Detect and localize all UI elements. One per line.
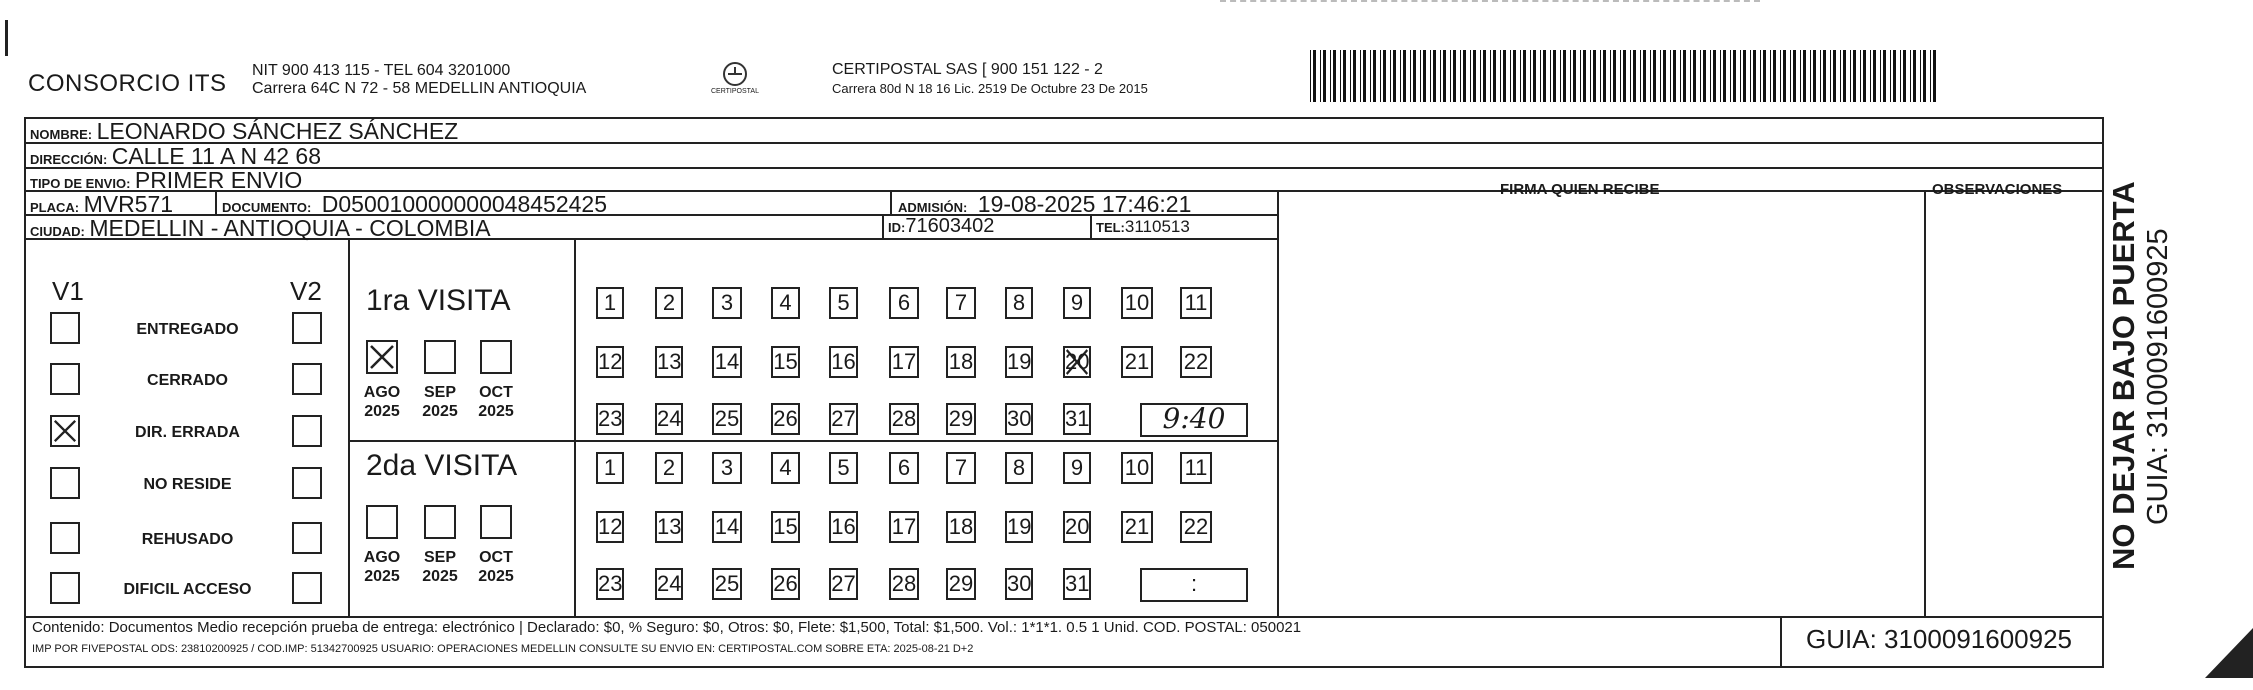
- footer-content: Contenido: Documentos Medio recepción prueba de entrega: electrónico | Declarado: $0, % Seguro: $0, Otros: $0, Flete: $1,500, Total: $1,500. Vol.: 1*1*1. 0.5 1 Unid. COD. POSTAL: 050021: [32, 619, 1302, 636]
- day-box[interactable]: 30: [1005, 403, 1033, 435]
- month-checkbox[interactable]: [366, 340, 398, 374]
- side-guia: GUIA: 3100091600925: [2142, 228, 2174, 525]
- tel-value: 3110513: [1124, 217, 1190, 236]
- day-box[interactable]: 17: [889, 346, 919, 378]
- day-box[interactable]: 29: [946, 403, 976, 435]
- admision-value: 19-08-2025 17:46:21: [977, 191, 1192, 217]
- day-box[interactable]: 16: [829, 511, 858, 543]
- day-box[interactable]: 22: [1180, 346, 1212, 378]
- status-label: CERRADO: [147, 372, 228, 389]
- month-checkbox[interactable]: [366, 505, 398, 539]
- month-label: [470, 383, 522, 421]
- month-name: OCT: [479, 384, 513, 401]
- day-box[interactable]: 24: [655, 403, 683, 435]
- month-year: 2025: [364, 403, 400, 420]
- day-box[interactable]: 23: [596, 403, 624, 435]
- status-label: NO RESIDE: [143, 476, 232, 493]
- footer-guia: GUIA: 3100091600925: [1806, 624, 2072, 654]
- ciudad-label: CIUDAD:: [30, 224, 85, 239]
- logo-text: CERTIPOSTAL: [711, 88, 759, 95]
- day-box[interactable]: 11: [1180, 287, 1212, 319]
- status-label: DIFICIL ACCESO: [123, 581, 252, 598]
- month-label: [414, 383, 466, 421]
- day-box[interactable]: 14: [712, 346, 742, 378]
- month-checkbox[interactable]: [424, 340, 456, 374]
- month-name: SEP: [423, 549, 456, 566]
- day-box[interactable]: 12: [596, 511, 624, 543]
- month-year: 2025: [422, 403, 458, 420]
- tipo-label: TIPO DE ENVIO:: [30, 176, 131, 191]
- placa-value: MVR571: [83, 191, 174, 217]
- day-box[interactable]: 20: [1063, 511, 1091, 543]
- admision-cell: [898, 191, 1191, 218]
- nombre-label: NOMBRE:: [30, 127, 93, 142]
- time-box[interactable]: [1140, 568, 1248, 602]
- day-box[interactable]: 21: [1121, 511, 1153, 543]
- day-box[interactable]: 28: [889, 403, 919, 435]
- company-nit: NIT 900 413 115 - TEL 604 3201000: [252, 62, 511, 79]
- day-box[interactable]: 6: [889, 452, 919, 484]
- company-address: Carrera 64C N 72 - 58 MEDELLIN ANTIOQUIA: [252, 80, 587, 97]
- day-box[interactable]: 7: [946, 452, 976, 484]
- month-year: 2025: [364, 568, 400, 585]
- day-box[interactable]: 7: [946, 287, 976, 319]
- side-warning: NO DEJAR BAJO PUERTA: [2106, 181, 2141, 570]
- day-box[interactable]: 5: [829, 287, 858, 319]
- day-box[interactable]: 24: [655, 568, 683, 600]
- month-checkbox[interactable]: [480, 505, 512, 539]
- observaciones-header: OBSERVACIONES: [1932, 181, 2063, 198]
- v2-label: V2: [290, 276, 322, 306]
- company-info: [252, 62, 586, 98]
- v1-label: V1: [52, 276, 84, 306]
- visit-title: 1ra VISITA: [366, 284, 511, 317]
- month-checkbox[interactable]: [424, 505, 456, 539]
- day-box[interactable]: 21: [1121, 346, 1153, 378]
- day-box[interactable]: [1063, 346, 1091, 378]
- nombre-value: LEONARDO SÁNCHEZ SÁNCHEZ: [96, 118, 459, 144]
- day-box[interactable]: 17: [889, 511, 919, 543]
- day-box[interactable]: 27: [829, 568, 858, 600]
- day-number: 20: [1065, 349, 1090, 374]
- ciudad-value: MEDELLIN - ANTIOQUIA - COLOMBIA: [89, 215, 491, 241]
- placa-cell: [30, 191, 173, 218]
- day-box[interactable]: 31: [1063, 403, 1091, 435]
- day-box[interactable]: 11: [1180, 452, 1212, 484]
- visit-title: 2da VISITA: [366, 449, 518, 482]
- month-name: OCT: [479, 549, 513, 566]
- day-box[interactable]: 19: [1005, 511, 1033, 543]
- day-box[interactable]: 4: [771, 287, 800, 319]
- day-box[interactable]: 3: [712, 287, 742, 319]
- day-box[interactable]: 3: [712, 452, 742, 484]
- scan-mark: [1220, 0, 1760, 6]
- v2-checkbox[interactable]: [292, 572, 322, 604]
- month-year: 2025: [478, 568, 514, 585]
- edge-mark: [5, 20, 8, 56]
- carrier-info: [832, 61, 1148, 96]
- day-box[interactable]: 12: [596, 346, 624, 378]
- id-label: ID:: [888, 220, 906, 235]
- day-box[interactable]: 18: [946, 511, 976, 543]
- placa-label: PLACA:: [30, 200, 80, 215]
- day-box[interactable]: 9: [1063, 452, 1091, 484]
- day-box[interactable]: 2: [655, 287, 683, 319]
- month-name: AGO: [363, 384, 401, 401]
- day-box[interactable]: 27: [829, 403, 858, 435]
- v2-checkbox[interactable]: [292, 312, 322, 344]
- corner-mark: [2200, 628, 2253, 678]
- day-box[interactable]: 2: [655, 452, 683, 484]
- day-box[interactable]: 6: [889, 287, 919, 319]
- month-name: AGO: [363, 549, 401, 566]
- time-value: :: [1190, 571, 1198, 596]
- day-box[interactable]: 26: [771, 403, 800, 435]
- day-box[interactable]: 10: [1121, 452, 1153, 484]
- v1-checkbox[interactable]: [50, 312, 80, 344]
- day-box[interactable]: 5: [829, 452, 858, 484]
- direccion-value: CALLE 11 A N 42 68: [111, 143, 322, 169]
- day-box[interactable]: 23: [596, 568, 624, 600]
- day-box[interactable]: 26: [771, 568, 800, 600]
- month-label: [356, 548, 408, 586]
- company-name: CONSORCIO ITS: [28, 70, 227, 97]
- day-box[interactable]: 16: [829, 346, 858, 378]
- day-box[interactable]: 1: [596, 287, 624, 319]
- time-value: 9:40: [1162, 402, 1226, 435]
- certipostal-logo: [705, 58, 765, 102]
- month-year: 2025: [422, 568, 458, 585]
- v2-checkbox[interactable]: [292, 363, 322, 395]
- v2-checkbox[interactable]: [292, 522, 322, 554]
- month-checkbox[interactable]: [480, 340, 512, 374]
- tel-label: TEL:: [1096, 220, 1125, 235]
- day-box[interactable]: 19: [1005, 346, 1033, 378]
- v2-checkbox[interactable]: [292, 467, 322, 499]
- day-box[interactable]: 25: [712, 403, 742, 435]
- id-cell: [888, 215, 994, 238]
- day-box[interactable]: 18: [946, 346, 976, 378]
- month-label: [356, 383, 408, 421]
- month-label: [414, 548, 466, 586]
- barcode: [1310, 50, 1940, 102]
- admision-label: ADMISIÓN:: [898, 200, 968, 215]
- carrier-address: Carrera 80d N 18 16 Lic. 2519 De Octubre 23 De 2015: [832, 81, 1148, 96]
- tipo-row: [30, 167, 302, 194]
- time-box[interactable]: [1140, 403, 1248, 437]
- day-box[interactable]: 13: [655, 346, 683, 378]
- status-label: DIR. ERRADA: [135, 424, 240, 441]
- day-box[interactable]: 8: [1005, 287, 1033, 319]
- month-name: SEP: [423, 384, 456, 401]
- day-box[interactable]: 25: [712, 568, 742, 600]
- day-box[interactable]: 22: [1180, 511, 1212, 543]
- day-box[interactable]: 1: [596, 452, 624, 484]
- day-box[interactable]: 8: [1005, 452, 1033, 484]
- footer-info: IMP POR FIVEPOSTAL ODS: 23810200925 / COD.IMP: 51342700925 USUARIO: OPERACIONES MEDELLIN CONSULTE SU ENVIO EN: CERTIPOSTAL.COM SOBRE ETA: 2025-08-21 D+2: [32, 643, 974, 655]
- day-box[interactable]: 31: [1063, 568, 1091, 600]
- id-value: 71603402: [905, 215, 995, 237]
- day-box[interactable]: 30: [1005, 568, 1033, 600]
- day-box[interactable]: 28: [889, 568, 919, 600]
- day-box[interactable]: 4: [771, 452, 800, 484]
- v1-checkbox[interactable]: [50, 467, 80, 499]
- documento-label: DOCUMENTO:: [222, 200, 312, 215]
- direccion-label: DIRECCIÓN:: [30, 152, 108, 167]
- nombre-row: [30, 118, 458, 145]
- ciudad-cell: [30, 215, 491, 242]
- v1-checkbox[interactable]: [50, 363, 80, 395]
- day-box[interactable]: 13: [655, 511, 683, 543]
- direccion-row: [30, 143, 321, 170]
- day-box[interactable]: 15: [771, 346, 800, 378]
- day-box[interactable]: 15: [771, 511, 800, 543]
- day-box[interactable]: 10: [1121, 287, 1153, 319]
- v2-checkbox[interactable]: [292, 415, 322, 447]
- firma-header: FIRMA QUIEN RECIBE: [1500, 181, 1660, 198]
- day-box[interactable]: 14: [712, 511, 742, 543]
- v1-checkbox[interactable]: [50, 415, 80, 447]
- tel-cell: [1096, 217, 1190, 237]
- month-year: 2025: [478, 403, 514, 420]
- v1-checkbox[interactable]: [50, 522, 80, 554]
- documento-cell: [222, 191, 607, 218]
- status-label: ENTREGADO: [136, 321, 239, 338]
- status-label: REHUSADO: [141, 531, 234, 548]
- v1-checkbox[interactable]: [50, 572, 80, 604]
- month-label: [470, 548, 522, 586]
- documento-value: D050010000000048452425: [321, 191, 607, 217]
- tipo-value: PRIMER ENVIO: [134, 167, 303, 193]
- day-box[interactable]: 29: [946, 568, 976, 600]
- day-box[interactable]: 9: [1063, 287, 1091, 319]
- carrier-name: CERTIPOSTAL SAS [ 900 151 122 - 2: [832, 61, 1103, 78]
